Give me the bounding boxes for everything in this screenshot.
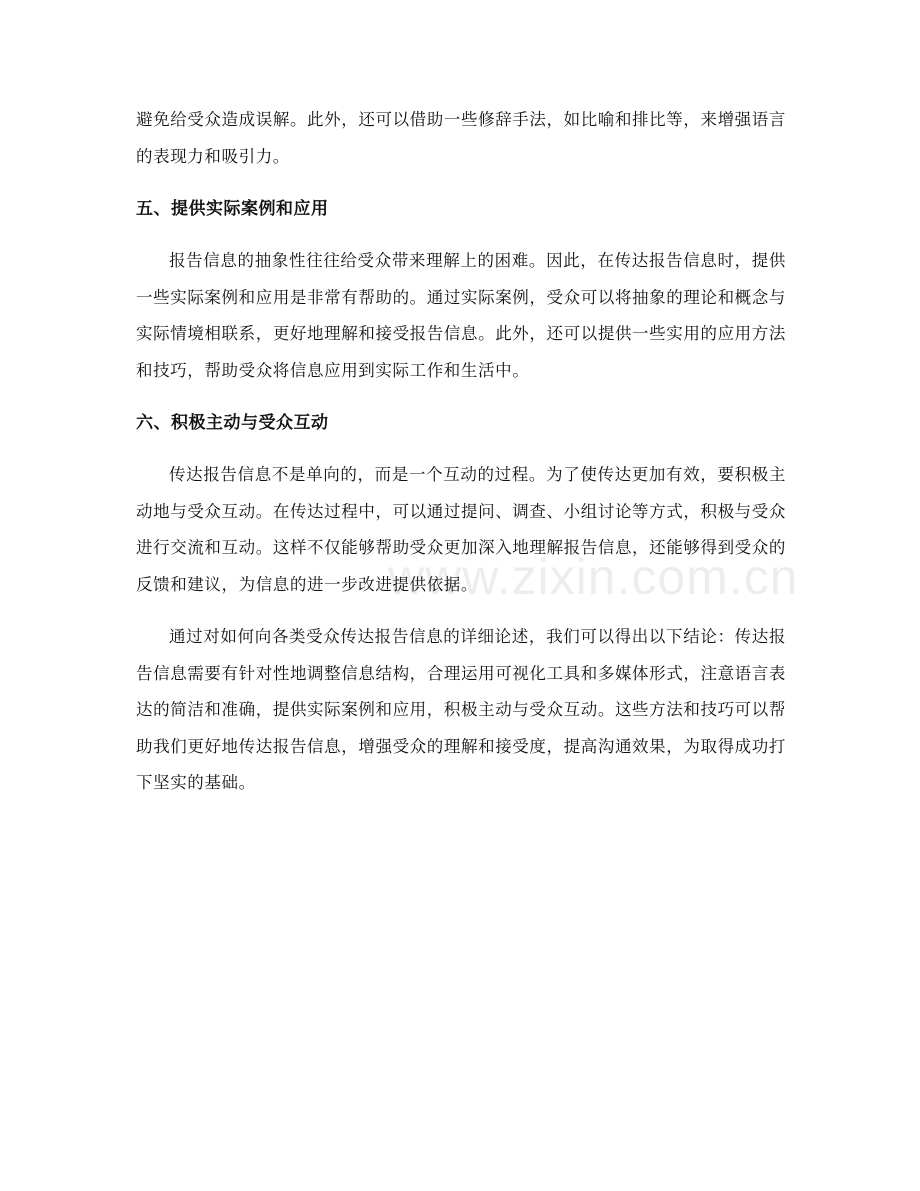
intro-paragraph: 避免给受众造成误解。此外，还可以借助一些修辞手法，如比喻和排比等，来增强语言的表现力和吸引力。 xyxy=(136,110,786,166)
document-body xyxy=(136,102,786,802)
section-6-heading: 六、积极主动与受众互动 xyxy=(136,413,329,433)
section-6-paragraph: 传达报告信息不是单向的，而是一个互动的过程。为了使传达更加有效，要积极主动地与受众互动。在传达过程中，可以通过提问、调查、小组讨论等方式，积极与受众进行交流和互动。这样不仅能够帮助受众更加深入地理解报告信息，还能够得到受众的反馈和建议，为信息的进一步改进提供依据。 xyxy=(136,465,786,594)
watermark: www.zixin.com.cn xyxy=(388,549,799,605)
section-5-paragraph: 报告信息的抽象性往往给受众带来理解上的困难。因此，在传达报告信息时，提供一些实际案例和应用是非常有帮助的。通过实际案例，受众可以将抽象的理论和概念与实际情境相联系，更好地理解和接受报告信息。此外，还可以提供一些实用的应用方法和技巧，帮助受众将信息应用到实际工作和生活中。 xyxy=(136,251,786,380)
conclusion-paragraph: 通过对如何向各类受众传达报告信息的详细论述，我们可以得出以下结论：传达报告信息需要有针对性地调整信息结构，合理运用可视化工具和多媒体形式，注意语言表达的简洁和准确，提供实际案例和应用，积极主动与受众互动。这些方法和技巧可以帮助我们更好地传达报告信息，增强受众的理解和接受度，提高沟通效果，为取得成功打下坚实的基础。 xyxy=(136,627,786,792)
section-5-heading: 五、提供实际案例和应用 xyxy=(136,199,329,219)
